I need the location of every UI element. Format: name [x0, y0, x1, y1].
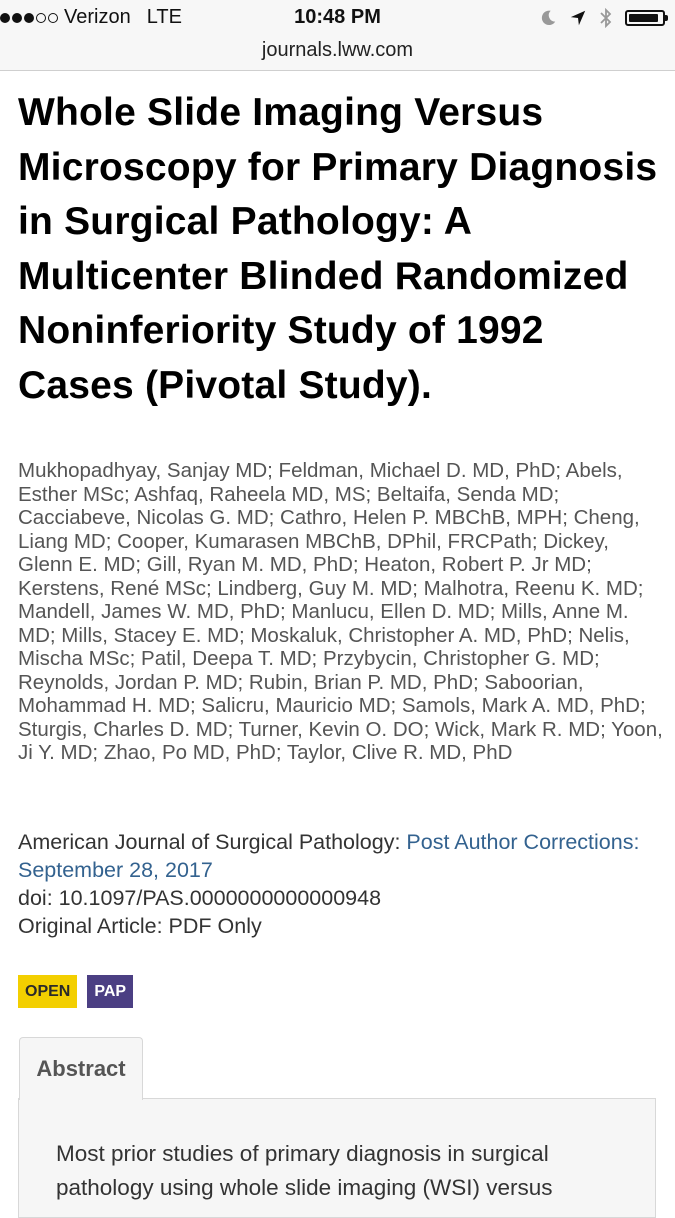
address-bar[interactable]: [0, 36, 675, 71]
url-text[interactable]: journals.lww.com: [261, 39, 414, 61]
bluetooth-icon: [599, 8, 613, 28]
open-access-badge[interactable]: OPEN: [18, 975, 77, 1008]
abstract-tab[interactable]: Abstract: [19, 1037, 143, 1100]
carrier-name: Verizon: [64, 6, 131, 28]
article-meta: [18, 828, 658, 940]
status-bar: [0, 0, 675, 38]
status-time: 10:48 PM: [294, 6, 381, 28]
author-list: Mukhopadhyay, Sanjay MD; Feldman, Michael D. MD, PhD; Abels, Esther MSc; Ashfaq, Raheela MD, MS; Beltaifa, Senda MD; Cacciabeve, Nicolas G. MD; Cathro, Helen P. MBChB, MPH; Cheng, Liang MD; Cooper, Kumarasen MBChB, DPhil, FRCPath; Dickey, Glenn E. MD; Gill, Ryan M. MD, PhD; Heaton, Robert P. Jr MD; Kerstens, René MSc; Lindberg, Guy M. MD; Malhotra, Reenu K. MD; Mandell, James W. MD, PhD; Manlucu, Ellen D. MD; Mills, Anne M. MD; Mills, Stacey E. MD; Moskaluk, Christopher A. MD, PhD; Nelis, Mischa MSc; Patil, Deepa T. MD; Przybycin, Christopher G. MD; Reynolds, Jordan P. MD; Rubin, Brian P. MD, PhD; Saboorian, Mohammad H. MD; Salicru, Mauricio MD; Samols, Mark A. MD, PhD; Sturgis, Charles D. MD; Turner, Kevin O. DO; Wick, Mark R. MD; Yoon, Ji Y. MD; Zhao, Po MD, PhD; Taylor, Clive R. MD, PhD: [18, 459, 663, 764]
publication-link[interactable]: Post Author Corrections: September 28, 2017: [18, 830, 640, 882]
battery-icon: [625, 10, 665, 26]
journal-name: American Journal of Surgical Pathology:: [18, 830, 401, 854]
location-arrow-icon: [569, 9, 587, 27]
publication-info: [18, 828, 658, 884]
status-icons: [539, 8, 665, 28]
pap-badge[interactable]: PAP: [87, 975, 133, 1008]
article-title: Whole Slide Imaging Versus Microscopy for Primary Diagnosis in Surgical Pathology: A Multicenter Blinded Randomized Noninferiority Study of 1992 Cases (Pivotal Study).: [18, 91, 658, 407]
article-type: Original Article: PDF Only: [18, 914, 262, 938]
abstract-text: Most prior studies of primary diagnosis in surgical pathology using whole slide imaging (WSI) versus: [56, 1141, 553, 1200]
badges: [18, 975, 133, 1008]
network-type: LTE: [146, 6, 182, 28]
doi: doi: 10.1097/PAS.0000000000000948: [18, 886, 382, 910]
moon-icon: [539, 9, 557, 27]
